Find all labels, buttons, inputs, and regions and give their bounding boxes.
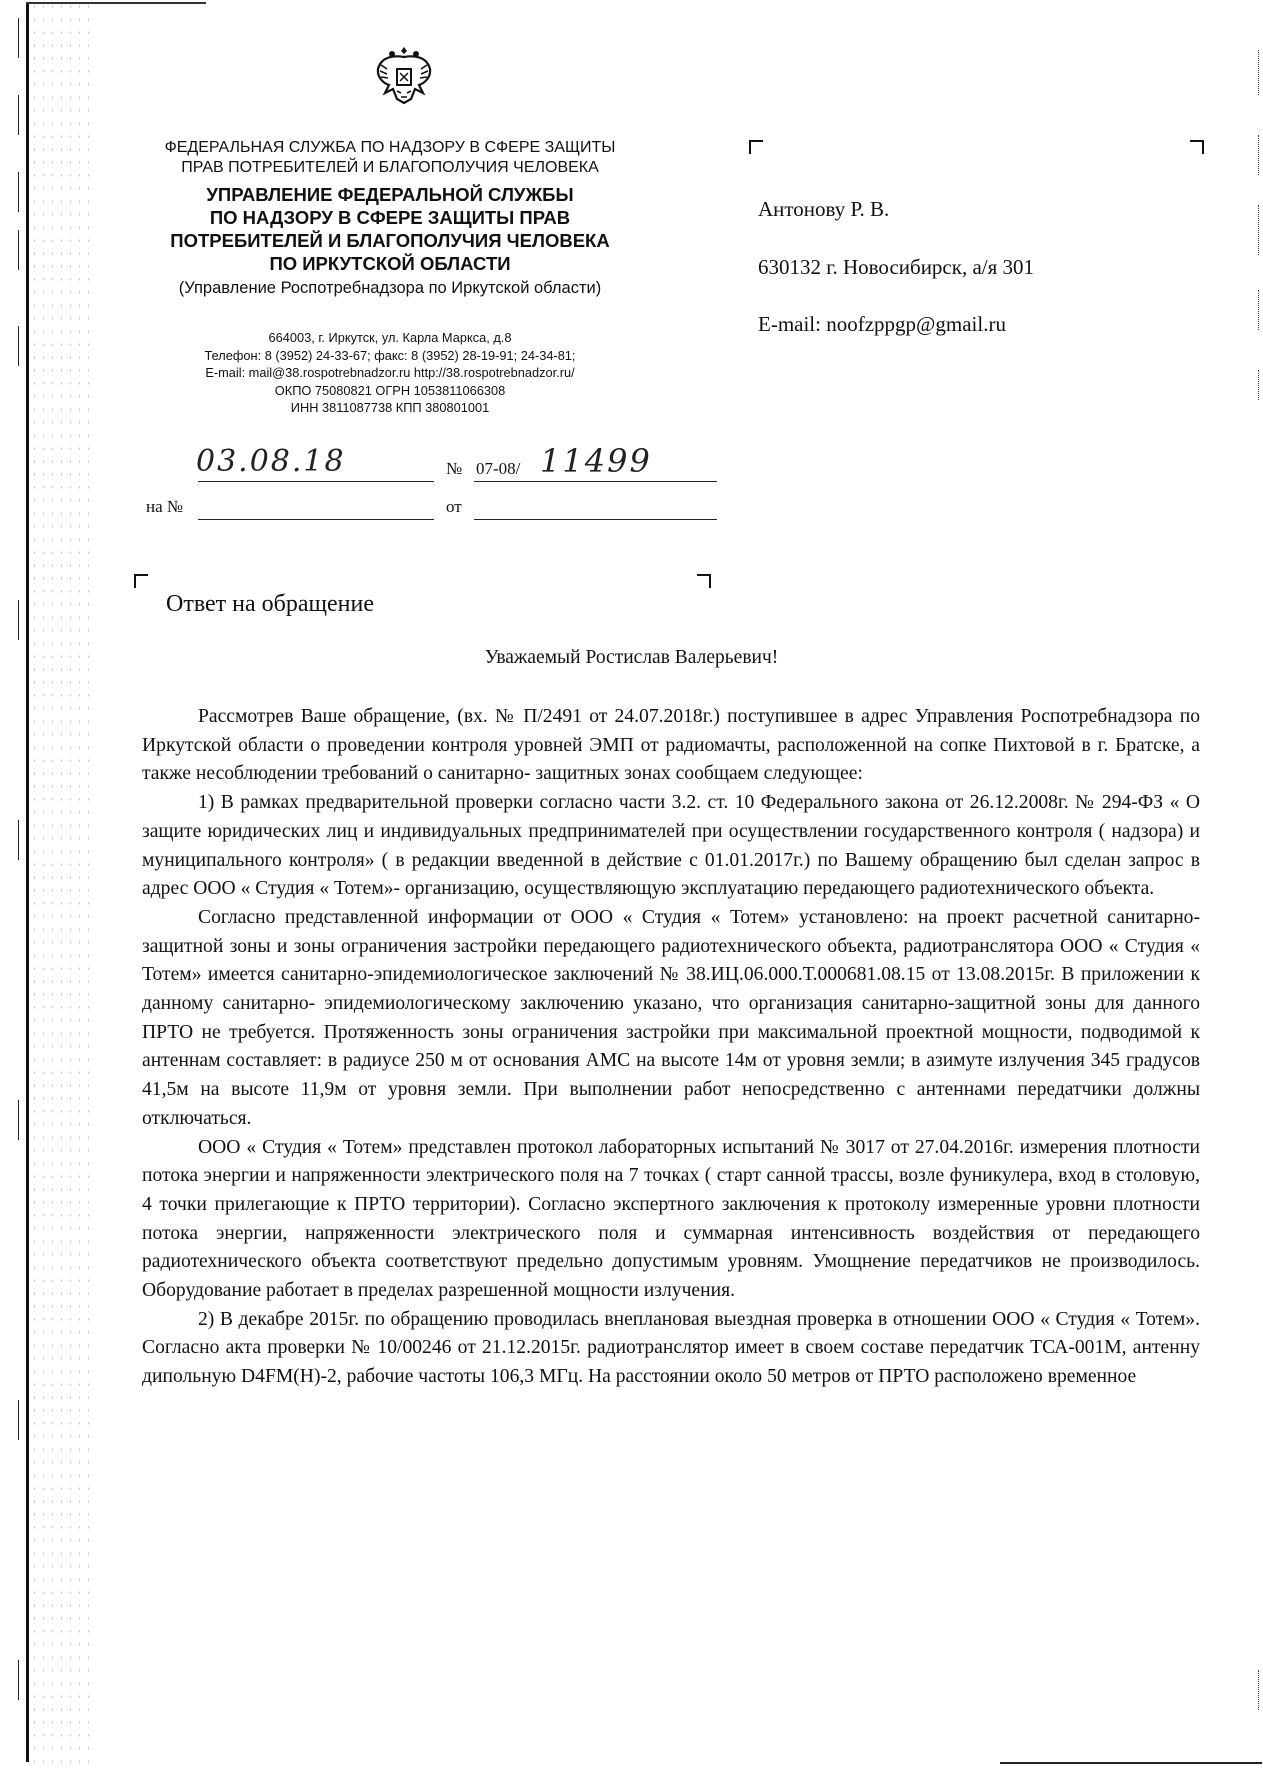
agency-inn-kpp: ИНН 3811087738 КПП 380801001	[290, 400, 490, 415]
coat-of-arms-icon	[375, 45, 433, 107]
number-prefix: 07-08/	[476, 459, 521, 478]
scan-mark	[1258, 135, 1260, 175]
scan-mark	[18, 230, 19, 270]
scan-mark	[1258, 205, 1260, 255]
scan-mark	[1258, 50, 1260, 95]
scan-mark	[18, 95, 19, 135]
handwritten-date: 03.08.18	[196, 444, 346, 479]
addressee-name: Антонову Р. В.	[758, 197, 890, 221]
scan-mark	[18, 172, 19, 212]
subject-bracket-left	[134, 574, 148, 588]
addressee-email: E-mail: noofzppgp@gmail.ru	[758, 312, 1006, 336]
from-underline	[474, 519, 717, 520]
addressee-postal: 630132 г. Новосибирск, а/я 301	[758, 255, 1035, 279]
subject-bracket-right	[697, 574, 711, 588]
date-underline	[198, 481, 434, 482]
scan-mark	[18, 1100, 19, 1140]
department-line: ПОТРЕБИТЕЛЕЙ И БЛАГОПОЛУЧИЯ ЧЕЛОВЕКА	[170, 230, 610, 251]
number-underline	[474, 481, 717, 482]
scan-mark	[18, 18, 19, 58]
agency-email-web: E-mail: mail@38.rospotrebnadzor.ru http://38.rospotrebnadzor.ru/	[205, 365, 575, 380]
handwritten-number: 11499	[540, 442, 652, 480]
department-line: УПРАВЛЕНИЕ ФЕДЕРАЛЬНОЙ СЛУЖБЫ	[206, 184, 574, 205]
letter-body	[142, 703, 1200, 1392]
reply-to-label: на №	[146, 497, 184, 516]
department-line: ПО НАДЗОРУ В СФЕРЕ ЗАЩИТЫ ПРАВ	[209, 207, 571, 228]
scan-edge-left	[26, 2, 29, 1762]
scan-mark	[18, 326, 19, 366]
agency-phones: Телефон: 8 (3952) 24-33-67; факс: 8 (3952) 28-19-91; 24-34-81;	[204, 347, 576, 363]
paragraph: 2) В декабре 2015г. по обращению проводилась внеплановая выездная проверка в отношении ООО « Студия « Тотем». Согласно акта проверки № 10/00246 от 21.12.2015г. радиотранслятор имеет в своем составе передатчик ТСА-001М, антенну дипольную D4FM(H)-2, рабочие частоты 106,3 МГц. На расстоянии около 50 метров от ПРТО расположено временное	[142, 1308, 1200, 1388]
salutation: Уважаемый Ростислав Валерьевич!	[484, 647, 779, 668]
agency-name	[130, 138, 650, 178]
department-line: ПО ИРКУТСКОЙ ОБЛАСТИ	[269, 253, 511, 274]
paragraph: Согласно представленной информации от ООО « Студия « Тотем» установлено: на проект расчетной санитарно- защитной зоны и зоны ограничения застройки передающего радиотехнического объекта, радиотранслятора ООО « Студия « Тотем» имеется санитарно-эпидемиологическое заключений № 38.ИЦ.06.000.Т.000681.08.15 от 13.08.2015г. В приложении к данному санитарно- эпидемиологическому заключению указано, что организация санитарно-защитной зоны для данного ПРТО не требуется. Протяженность зоны ограничения застройки при максимальной проектной мощности, подводимой к антеннам составляет: в радиусе 250 м от основания АМС на высоте 14м от уровня земли; в азимуте излучения 345 градусов 41,5м на высоте 11,9м от уровня земли. При выполнении работ непосредственно с антеннами передатчики должны отключаться.	[142, 906, 1200, 1129]
scan-noise	[30, 0, 90, 1769]
scan-mark	[18, 1400, 19, 1440]
scan-mark	[18, 600, 19, 640]
addressee-bracket-left	[749, 140, 763, 154]
department-short-name: (Управление Роспотребнадзора по Иркутской области)	[178, 279, 602, 297]
contact-block	[130, 329, 650, 417]
agency-line: ФЕДЕРАЛЬНАЯ СЛУЖБА ПО НАДЗОРУ В СФЕРЕ ЗАЩИТЫ	[164, 139, 616, 156]
agency-line: ПРАВ ПОТРЕБИТЕЛЕЙ И БЛАГОПОЛУЧИЯ ЧЕЛОВЕКА	[181, 159, 599, 176]
paragraph: ООО « Студия « Тотем» представлен протокол лабораторных испытаний № 3017 от 27.04.2016г. измерения плотности потока энергии и напряженности электрического поля на 7 точках ( старт санной трассы, возле фуникулера, вход в столовую, 4 точки прилегающие к ПРТО территории). Согласно экспертного заключения к протоколу измеренные уровни плотности потока энергии, напряженности электрического поля и суммарная интенсивность воздействия от передающего радиотехнического объекта соответствуют предельно допустимым уровням. Умощнение передатчиков не производилось. Оборудование работает в пределах разрешенной мощности излучения.	[142, 1136, 1200, 1302]
scan-mark	[1258, 370, 1260, 400]
paragraph: Рассмотрев Ваше обращение, (вх. № П/2491 от 24.07.2018г.) поступившее в адрес Управления Роспотребнадзора по Иркутской области о проведении контроля уровней ЭМП от радиомачты, расположенной на сопке Пихтовой в г. Братске, а также несоблюдении требований о санитарно- защитных зонах сообщаем следующее:	[142, 706, 1200, 785]
from-label: от	[446, 497, 462, 516]
paragraph: 1) В рамках предварительной проверки согласно части 3.2. ст. 10 Федерального закона от 26.12.2008г. № 294-ФЗ « О защите юридических лиц и индивидуальных предпринимателей при осуществлении государственного контроля ( надзора) и муниципального контроля» ( в редакции введенной в действие с 01.01.2017г.) по Вашему обращению был сделан запрос в адрес ООО « Студия « Тотем»- организацию, осуществляющую эксплуатацию передающего радиотехнического объекта.	[142, 792, 1200, 900]
reply-to-underline	[198, 519, 434, 520]
scan-mark	[1258, 290, 1260, 330]
scan-edge-bottom	[1000, 1762, 1262, 1764]
agency-address: 664003, г. Иркутск, ул. Карла Маркса, д.8	[268, 330, 512, 345]
addressee-bracket-right	[1190, 140, 1204, 154]
scan-mark	[18, 1660, 19, 1700]
scan-edge-top	[26, 2, 206, 4]
scan-mark	[1258, 1670, 1260, 1710]
scan-mark	[18, 820, 19, 860]
subject-line: Ответ на обращение	[166, 591, 374, 617]
agency-okpo-ogrn: ОКПО 75080821 ОГРН 1053811066308	[274, 382, 506, 398]
department-name	[130, 183, 650, 275]
number-label: №	[446, 459, 463, 478]
